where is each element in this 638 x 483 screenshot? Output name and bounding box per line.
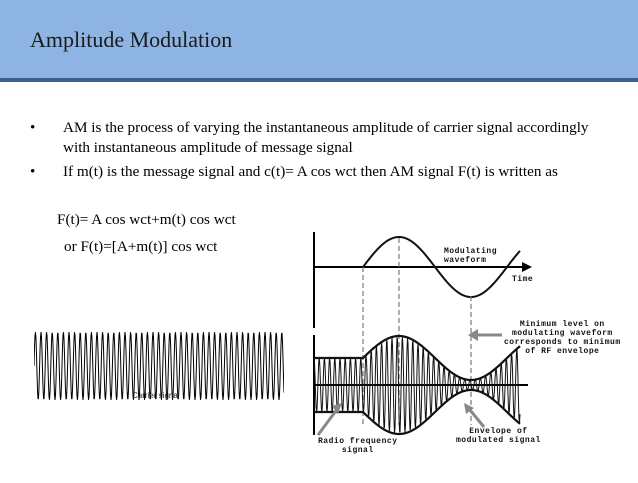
minimum-arrowhead [468,329,478,341]
bullet-text: AM is the process of varying the instantaneous amplitude of carrier signal accordingly with instantaneous amplitude of message signal [63,119,589,156]
time-axis-label: Time [512,275,534,284]
carrier-wave [34,332,284,400]
slide-title: Amplitude Modulation [30,27,233,52]
radio-frequency-label: Radio frequency signal [318,437,398,455]
am-waveform-diagram [306,230,638,478]
bullet-item [30,162,610,182]
envelope-arrow [470,410,484,427]
minimum-level-label: Minimum level on modulating waveform corresponds to minimum of RF envelope [504,320,621,356]
envelope-label: Envelope of modulated signal [456,427,541,445]
bullet-list [30,118,610,186]
equation-line-2: or F(t)=[A+m(t)] cos wct [64,238,218,255]
carrier-signal-label: Carrier signal [132,391,180,400]
bullet-dot: • [30,119,36,136]
equation-line-1: F(t)= A cos wct+m(t) cos wct [57,211,236,228]
modulating-waveform-label: Modulating waveform [444,247,498,265]
title-divider [0,78,638,82]
bullet-text: If m(t) is the message signal and c(t)= A cos wct then AM signal F(t) is written as [63,163,558,180]
bullet-dot: • [30,163,36,180]
bullet-item [30,118,610,158]
time-axis-arrowhead [522,262,532,272]
